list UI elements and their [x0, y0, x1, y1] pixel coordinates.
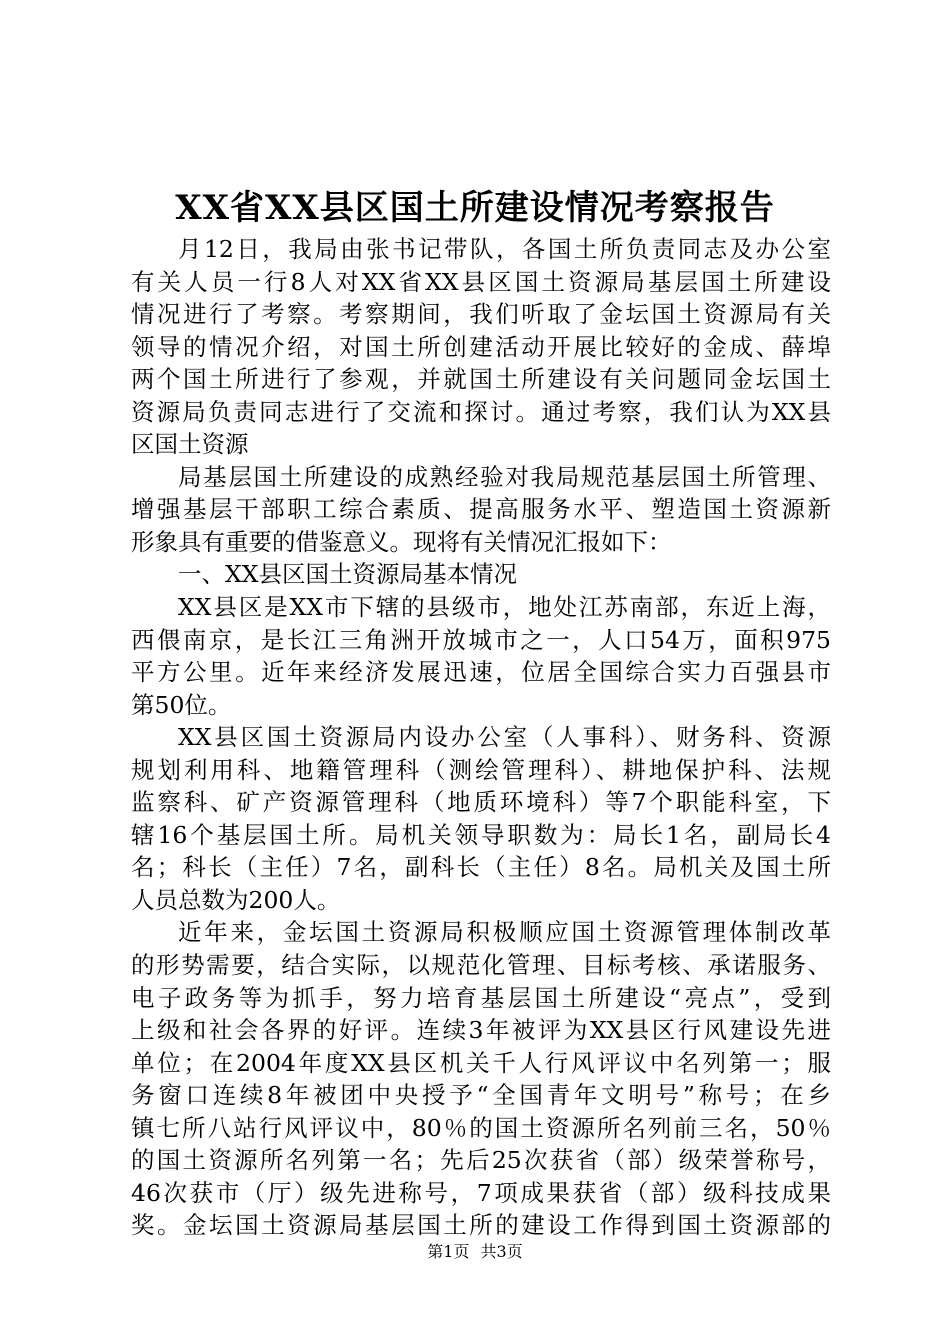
page-total: 共3页 — [480, 1242, 523, 1261]
text-line: 单位；在2004年度XX县区机关千人行风评议中名列第一；服 — [131, 1048, 831, 1077]
text-line: 形象具有重要的借鉴意义。现将有关情况汇报如下： — [131, 527, 672, 556]
text-line: 平方公里。近年来经济发展迅速，位居全国综合实力百强县市 — [131, 658, 831, 687]
text-line: 近年来，金坛国土资源局积极顺应国土资源管理体制改革 — [178, 918, 831, 947]
text-line: 46次获市（厅）级先进称号，7项成果获省（部）级科技成果 — [131, 1178, 831, 1207]
text-line: 镇七所八站行风评议中，80％的国土资源所名列前三名，50％ — [131, 1113, 831, 1142]
text-line: 辖16个基层国土所。局机关领导职数为：局长1名，副局长4 — [131, 820, 831, 849]
text-line: 第50位。 — [131, 690, 232, 719]
text-line: 奖。金坛国土资源局基层国土所的建设工作得到国土资源部的 — [131, 1211, 831, 1240]
text-line: 领导的情况介绍，对国土所创建活动开展比较好的金成、薛埠 — [131, 332, 831, 361]
text-line: 规划利用科、地籍管理科（测绘管理科）、耕地保护科、法规 — [131, 755, 831, 784]
text-line: 人员总数为200人。 — [131, 885, 341, 914]
text-line: 局基层国土所建设的成熟经验对我局规范基层国土所管理、 — [178, 462, 831, 491]
text-line: 上级和社会各界的好评。连续3年被评为XX县区行风建设先进 — [131, 1016, 831, 1045]
text-line: 的形势需要，结合实际，以规范化管理、目标考核、承诺服务、 — [131, 951, 831, 980]
text-line: 一、XX县区国土资源局基本情况 — [178, 560, 517, 589]
text-line: 两个国土所进行了参观，并就国土所建设有关问题同金坛国土 — [131, 365, 831, 394]
page-footer — [0, 1242, 950, 1262]
text-line: 月12日，我局由张书记带队，各国土所负责同志及办公室 — [178, 235, 831, 263]
text-line: 务窗口连续8年被团中央授予“全国青年文明号”称号；在乡 — [131, 1081, 831, 1110]
text-line: 情况进行了考察。考察期间，我们听取了金坛国土资源局有关 — [131, 300, 831, 329]
page-number: 第1页 — [427, 1242, 470, 1261]
text-line: 西偎南京，是长江三角洲开放城市之一，人口54万，面积975 — [131, 625, 831, 654]
text-line: 区国土资源 — [131, 430, 249, 459]
text-line: XX县区国土资源局内设办公室（人事科）、财务科、资源 — [178, 723, 831, 752]
text-line: 的国土资源所名列第一名；先后25次获省（部）级荣誉称号， — [131, 1146, 831, 1175]
document-body — [131, 233, 831, 1242]
text-line: 电子政务等为抓手，努力培育基层国土所建设“亮点”，受到 — [131, 983, 831, 1012]
text-line: 增强基层干部职工综合素质、提高服务水平、塑造国土资源新 — [131, 495, 831, 524]
document-title: XX省XX县区国土所建设情况考察报告 — [175, 188, 775, 228]
text-line: 监察科、矿产资源管理科（地质环境科）等7个职能科室，下 — [131, 788, 831, 817]
text-line: XX县区是XX市下辖的县级市，地处江苏南部，东近上海， — [178, 593, 831, 622]
text-line: 有关人员一行8人对XX省XX县区国土资源局基层国土所建设 — [131, 267, 831, 296]
text-line: 资源局负责同志进行了交流和探讨。通过考察，我们认为XX县 — [131, 397, 831, 426]
text-line: 名；科长（主任）7名，副科长（主任）8名。局机关及国土所 — [131, 853, 831, 882]
